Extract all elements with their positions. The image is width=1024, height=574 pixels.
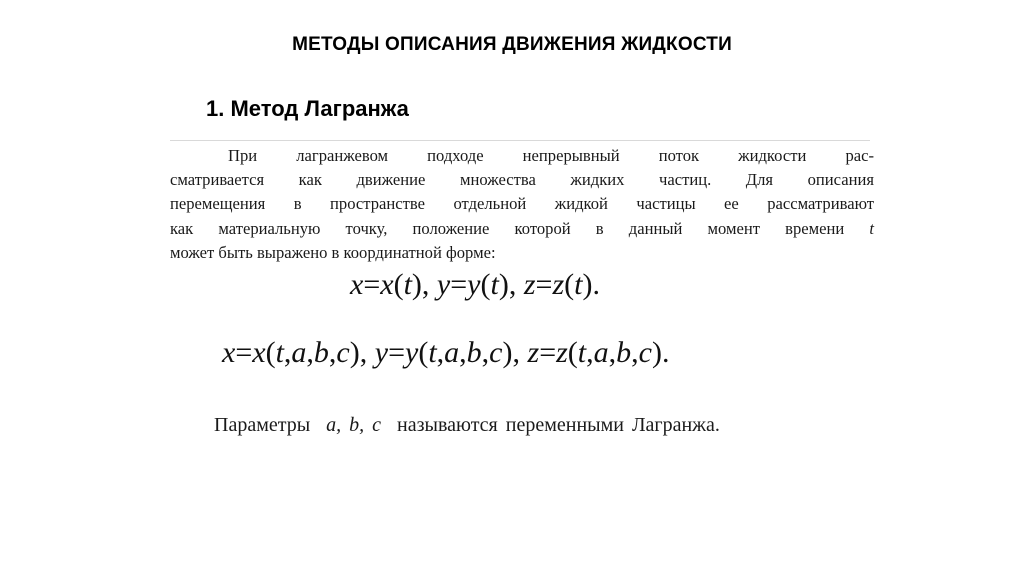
- lagrange-description-paragraph: [170, 144, 874, 265]
- lagrange-parameters-note: [214, 414, 720, 437]
- slide-title: МЕТОДЫ ОПИСАНИЯ ДВИЖЕНИЯ ЖИДКОСТИ: [292, 34, 732, 55]
- params-variables: a, b, c: [326, 414, 382, 436]
- section-heading: 1. Метод Лагранжа: [206, 96, 409, 121]
- coordinate-formula: x=x(t), y=y(t), z=z(t).: [350, 268, 600, 301]
- scanned-text-block: [160, 128, 880, 448]
- params-suffix: называются переменными Лагранжа.: [397, 414, 720, 436]
- paragraph-line: как материальную точку, положение которой в данный момент времени t: [170, 218, 874, 238]
- paragraph-line: может быть выражено в координатной форме:: [170, 242, 496, 262]
- paragraph-line: сматривается как движение множества жидких частиц. Для описания: [170, 170, 874, 190]
- lagrange-variables-formula: x=x(t,a,b,c), y=y(t,a,b,c), z=z(t,a,b,c).: [222, 336, 670, 369]
- params-prefix: Параметры: [214, 414, 311, 436]
- paragraph-line: При лагранжевом подходе непрерывный поток жидкости рас-: [228, 146, 874, 165]
- paragraph-line: перемещения в пространстве отдельной жидкой частицы ее рассматривают: [170, 194, 874, 214]
- scan-edge-divider: [170, 140, 870, 141]
